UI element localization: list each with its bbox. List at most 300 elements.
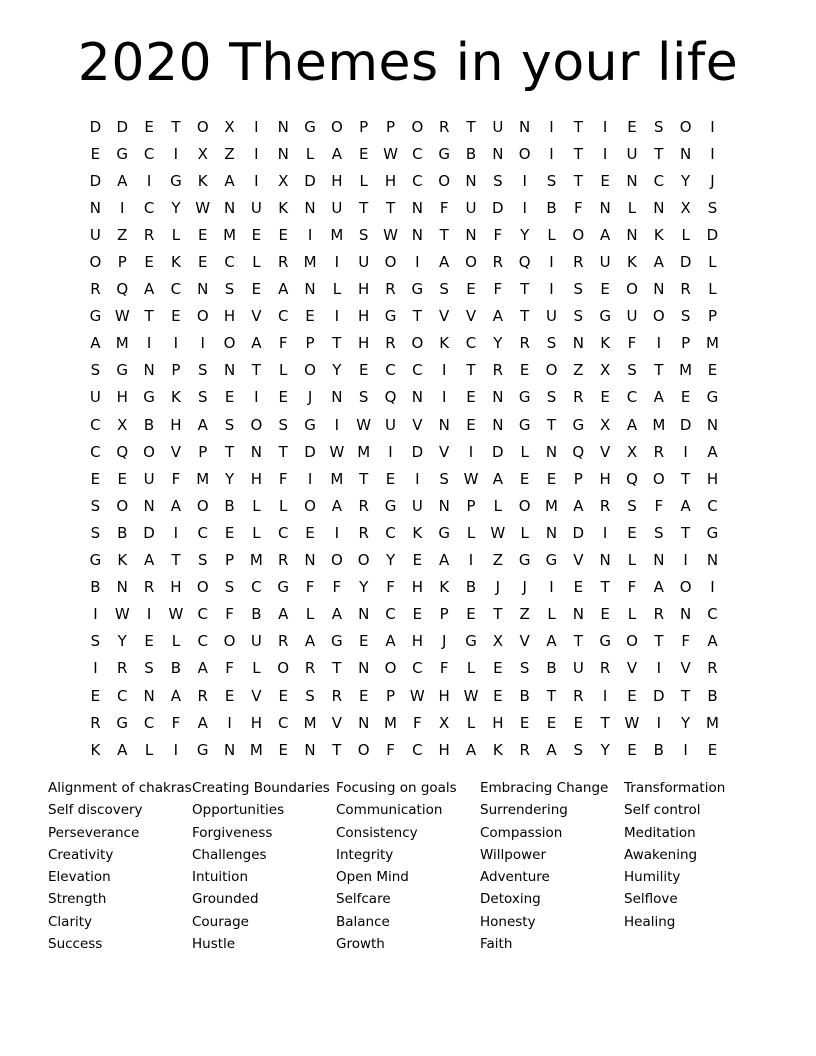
- grid-letter: S: [358, 225, 369, 244]
- grid-letter: E: [466, 415, 476, 434]
- grid-letter: G: [277, 578, 290, 597]
- grid-letter: N: [438, 496, 450, 515]
- grid-letter: O: [196, 578, 209, 597]
- grid-letter: A: [143, 280, 155, 299]
- grid-letter: Y: [493, 334, 503, 353]
- grid-letter: F: [574, 198, 583, 217]
- grid-letter: R: [653, 442, 665, 461]
- grid-letter: A: [331, 605, 342, 624]
- grid-letter: G: [89, 307, 102, 326]
- grid-letter: R: [304, 659, 316, 678]
- grid-letter: P: [225, 551, 235, 570]
- grid-letter: O: [223, 334, 236, 353]
- grid-letter: M: [384, 713, 397, 732]
- grid-letter: C: [385, 605, 396, 624]
- grid-letter: T: [332, 659, 342, 678]
- grid-letter: H: [384, 171, 397, 190]
- grid-letter: Q: [116, 442, 129, 461]
- grid-letter: U: [331, 198, 343, 217]
- grid-letter: O: [652, 307, 665, 326]
- grid-letter: I: [549, 144, 554, 163]
- grid-letter: V: [412, 415, 423, 434]
- grid-letter: L: [627, 551, 637, 570]
- grid-letter: G: [706, 388, 719, 407]
- grid-letter: S: [573, 280, 584, 299]
- grid-letter: I: [602, 117, 608, 136]
- grid-letter: O: [384, 253, 397, 272]
- grid-letter: T: [359, 469, 369, 488]
- grid-letter: N: [492, 415, 504, 434]
- grid-letter: L: [144, 740, 154, 759]
- grid-letter: N: [572, 334, 584, 353]
- grid-letter: A: [546, 632, 557, 651]
- grid-letter: O: [438, 171, 451, 190]
- grid-letter: I: [710, 144, 715, 163]
- word-list-item: Compassion: [480, 824, 563, 841]
- grid-letter: F: [386, 740, 395, 759]
- grid-letter: C: [465, 334, 477, 353]
- grid-letter: C: [412, 144, 423, 163]
- grid-letter: E: [493, 686, 503, 705]
- grid-letter: C: [707, 496, 718, 515]
- grid-letter: N: [89, 198, 102, 217]
- grid-letter: P: [386, 686, 396, 705]
- grid-letter: N: [411, 198, 423, 217]
- grid-letter: I: [602, 686, 608, 705]
- grid-letter: N: [653, 198, 665, 217]
- grid-letter: N: [358, 659, 370, 678]
- grid-letter: E: [358, 361, 369, 380]
- word-list-item: Faith: [480, 936, 513, 953]
- grid-letter: C: [707, 605, 718, 624]
- grid-letter: A: [573, 496, 584, 515]
- grid-letter: T: [573, 144, 583, 163]
- grid-letter: D: [89, 171, 102, 190]
- grid-letter: V: [680, 659, 691, 678]
- grid-letter: H: [438, 740, 450, 759]
- word-list-item: Growth: [336, 936, 385, 953]
- grid-letter: K: [653, 225, 664, 244]
- grid-letter: O: [626, 280, 638, 299]
- grid-letter: T: [573, 171, 583, 190]
- grid-letter: O: [411, 117, 424, 136]
- grid-letter: T: [546, 686, 557, 705]
- grid-letter: C: [412, 171, 423, 190]
- grid-letter: L: [708, 280, 717, 299]
- grid-letter: A: [465, 740, 477, 759]
- grid-letter: N: [411, 225, 423, 244]
- word-list-item: Intuition: [192, 869, 248, 886]
- grid-letter: Y: [359, 578, 369, 597]
- grid-letter: G: [518, 551, 531, 570]
- grid-letter: A: [117, 740, 128, 759]
- grid-letter: A: [707, 632, 718, 651]
- grid-letter: E: [519, 713, 530, 732]
- grid-letter: X: [492, 632, 503, 651]
- grid-letter: H: [599, 469, 611, 488]
- grid-letter: F: [171, 713, 181, 732]
- grid-letter: P: [171, 361, 181, 380]
- grid-letter: N: [599, 551, 611, 570]
- grid-letter: E: [144, 117, 154, 136]
- grid-letter: E: [224, 388, 235, 407]
- grid-letter: O: [545, 361, 558, 380]
- grid-letter: B: [224, 496, 235, 515]
- grid-letter: I: [415, 469, 420, 488]
- grid-letter: I: [468, 442, 474, 461]
- grid-letter: S: [90, 496, 101, 515]
- grid-letter: I: [307, 225, 313, 244]
- grid-letter: R: [680, 280, 691, 299]
- grid-letter: M: [223, 225, 237, 244]
- grid-letter: V: [600, 442, 611, 461]
- grid-letter: V: [251, 307, 262, 326]
- grid-letter: M: [249, 551, 263, 570]
- grid-letter: Z: [117, 225, 128, 244]
- grid-letter: U: [572, 659, 584, 678]
- grid-letter: R: [599, 496, 611, 515]
- grid-letter: A: [439, 253, 450, 272]
- grid-letter: E: [546, 713, 557, 732]
- grid-letter: T: [681, 686, 691, 705]
- grid-letter: A: [197, 713, 208, 732]
- grid-letter: I: [683, 740, 688, 759]
- grid-letter: E: [627, 740, 637, 759]
- grid-letter: P: [466, 496, 476, 515]
- grid-letter: J: [710, 171, 715, 190]
- grid-letter: M: [545, 496, 558, 515]
- grid-letter: G: [599, 307, 611, 326]
- grid-letter: A: [304, 632, 316, 651]
- grid-letter: T: [332, 334, 342, 353]
- grid-letter: J: [441, 632, 447, 651]
- grid-letter: I: [146, 171, 152, 190]
- grid-letter: T: [681, 469, 691, 488]
- grid-letter: R: [385, 280, 396, 299]
- grid-letter: M: [652, 415, 666, 434]
- grid-letter: E: [466, 280, 476, 299]
- grid-letter: I: [656, 659, 662, 678]
- grid-letter: I: [93, 659, 98, 678]
- grid-letter: D: [143, 523, 155, 542]
- grid-letter: F: [225, 659, 234, 678]
- grid-letter: E: [251, 280, 262, 299]
- grid-letter: S: [654, 523, 664, 542]
- grid-letter: R: [492, 361, 504, 380]
- grid-letter: X: [626, 442, 638, 461]
- grid-letter: R: [438, 117, 450, 136]
- grid-letter: L: [171, 632, 181, 651]
- grid-letter: H: [706, 469, 719, 488]
- grid-letter: E: [412, 551, 423, 570]
- grid-letter: T: [520, 307, 530, 326]
- grid-letter: V: [626, 659, 638, 678]
- grid-letter: E: [519, 361, 530, 380]
- grid-letter: S: [493, 171, 503, 190]
- grid-letter: C: [277, 307, 289, 326]
- grid-letter: G: [196, 740, 209, 759]
- grid-letter: N: [438, 415, 450, 434]
- grid-letter: P: [198, 442, 208, 461]
- grid-letter: N: [492, 388, 504, 407]
- grid-letter: F: [386, 578, 395, 597]
- grid-letter: E: [627, 117, 637, 136]
- grid-letter: Z: [224, 144, 235, 163]
- grid-letter: A: [278, 605, 289, 624]
- word-list-item: Alignment of chakras: [48, 780, 192, 796]
- grid-letter: E: [573, 578, 584, 597]
- grid-letter: A: [278, 280, 289, 299]
- grid-letter: T: [520, 280, 530, 299]
- grid-letter: X: [278, 171, 289, 190]
- grid-letter: E: [600, 171, 610, 190]
- word-list-item: Willpower: [480, 846, 547, 863]
- grid-letter: P: [439, 605, 449, 624]
- grid-letter: O: [89, 253, 102, 272]
- grid-letter: I: [441, 388, 447, 407]
- grid-letter: O: [277, 659, 290, 678]
- grid-letter: I: [522, 171, 527, 190]
- grid-letter: C: [170, 280, 182, 299]
- grid-letter: R: [277, 253, 289, 272]
- grid-letter: W: [624, 713, 640, 732]
- word-list-item: Self discovery: [48, 802, 143, 819]
- grid-letter: N: [572, 605, 584, 624]
- grid-letter: N: [304, 280, 316, 299]
- grid-letter: S: [90, 632, 101, 651]
- grid-letter: S: [546, 171, 557, 190]
- grid-letter: V: [251, 686, 262, 705]
- grid-letter: G: [331, 632, 343, 651]
- grid-letter: I: [334, 523, 340, 542]
- grid-letter: F: [305, 578, 315, 597]
- grid-letter: E: [466, 388, 476, 407]
- grid-letter: L: [171, 225, 181, 244]
- grid-letter: D: [492, 442, 504, 461]
- grid-letter: S: [546, 334, 557, 353]
- grid-letter: T: [546, 415, 557, 434]
- grid-letter: G: [304, 415, 316, 434]
- grid-letter: G: [706, 523, 719, 542]
- word-list-item: Focusing on goals: [336, 780, 457, 796]
- grid-letter: T: [385, 198, 396, 217]
- grid-letter: F: [439, 198, 449, 217]
- word-list-item: Forgiveness: [192, 824, 273, 841]
- grid-letter: I: [334, 415, 340, 434]
- grid-letter: E: [707, 740, 718, 759]
- grid-letter: P: [359, 117, 369, 136]
- word-list-item: Humility: [624, 869, 681, 886]
- grid-letter: C: [277, 713, 289, 732]
- grid-letter: S: [197, 361, 208, 380]
- grid-letter: B: [117, 523, 128, 542]
- grid-letter: U: [492, 117, 504, 136]
- grid-letter: C: [224, 253, 235, 272]
- grid-letter: M: [330, 225, 344, 244]
- word-list-item: Adventure: [480, 869, 550, 886]
- grid-letter: A: [707, 442, 718, 461]
- word-list-item: Embracing Change: [480, 780, 609, 796]
- grid-letter: L: [627, 605, 637, 624]
- grid-letter: C: [143, 144, 155, 163]
- grid-letter: I: [254, 117, 259, 136]
- grid-letter: S: [573, 740, 584, 759]
- grid-letter: U: [626, 307, 638, 326]
- grid-letter: K: [492, 740, 503, 759]
- grid-letter: L: [466, 523, 476, 542]
- grid-letter: S: [519, 659, 530, 678]
- grid-letter: N: [626, 225, 638, 244]
- grid-letter: G: [384, 496, 397, 515]
- grid-letter: F: [332, 578, 342, 597]
- grid-letter: O: [304, 361, 316, 380]
- grid-letter: X: [439, 713, 450, 732]
- grid-letter: A: [626, 415, 638, 434]
- word-list-item: Hustle: [192, 936, 236, 953]
- grid-letter: H: [492, 713, 504, 732]
- grid-letter: L: [520, 442, 529, 461]
- grid-letter: G: [411, 280, 424, 299]
- grid-letter: N: [653, 551, 665, 570]
- grid-letter: I: [549, 253, 554, 272]
- grid-letter: O: [250, 415, 263, 434]
- grid-letter: E: [90, 469, 101, 488]
- grid-letter: Z: [573, 361, 584, 380]
- grid-letter: I: [441, 361, 447, 380]
- grid-letter: B: [707, 686, 718, 705]
- grid-letter: Q: [626, 469, 638, 488]
- grid-letter: M: [249, 740, 263, 759]
- grid-letter: B: [170, 659, 182, 678]
- grid-letter: D: [89, 117, 102, 136]
- grid-letter: B: [251, 605, 262, 624]
- grid-letter: K: [439, 334, 450, 353]
- grid-letter: B: [519, 686, 530, 705]
- grid-letter: E: [90, 686, 101, 705]
- grid-letter: J: [307, 388, 313, 407]
- grid-letter: I: [710, 578, 715, 597]
- grid-letter: E: [600, 280, 610, 299]
- word-list-item: Meditation: [624, 824, 696, 841]
- grid-letter: T: [654, 632, 664, 651]
- grid-letter: W: [114, 307, 130, 326]
- grid-letter: C: [412, 361, 423, 380]
- word-list-item: Honesty: [480, 913, 536, 930]
- grid-letter: I: [522, 198, 527, 217]
- grid-letter: T: [573, 117, 583, 136]
- grid-letter: U: [358, 253, 370, 272]
- grid-letter: A: [331, 144, 342, 163]
- grid-letter: F: [225, 605, 234, 624]
- grid-letter: K: [170, 253, 181, 272]
- grid-letter: D: [706, 225, 719, 244]
- grid-letter: A: [143, 551, 155, 570]
- word-list: [48, 777, 768, 955]
- grid-letter: S: [680, 307, 691, 326]
- word-list-item: Communication: [336, 802, 443, 819]
- grid-letter: M: [357, 442, 371, 461]
- grid-letter: T: [466, 117, 476, 136]
- grid-letter: B: [465, 578, 477, 597]
- grid-letter: G: [518, 415, 531, 434]
- grid-letter: K: [90, 740, 101, 759]
- grid-letter: N: [304, 198, 316, 217]
- grid-letter: R: [117, 659, 128, 678]
- grid-letter: N: [519, 117, 531, 136]
- grid-letter: I: [227, 713, 232, 732]
- grid-letter: A: [331, 496, 342, 515]
- grid-letter: M: [303, 253, 317, 272]
- grid-letter: T: [251, 361, 261, 380]
- grid-letter: C: [143, 198, 155, 217]
- grid-letter: T: [171, 551, 181, 570]
- grid-letter: T: [466, 361, 476, 380]
- grid-letter: O: [116, 496, 129, 515]
- grid-letter: I: [549, 117, 554, 136]
- grid-letter: O: [143, 442, 155, 461]
- grid-letter: G: [545, 551, 558, 570]
- grid-letter: L: [332, 280, 342, 299]
- grid-letter: I: [334, 307, 340, 326]
- word-list-item: Open Mind: [336, 869, 409, 886]
- grid-letter: S: [707, 198, 718, 217]
- grid-letter: S: [90, 361, 101, 380]
- grid-letter: R: [599, 659, 611, 678]
- grid-letter: I: [254, 144, 259, 163]
- grid-letter: N: [358, 713, 370, 732]
- grid-letter: T: [224, 442, 235, 461]
- grid-letter: N: [599, 198, 611, 217]
- grid-letter: A: [653, 253, 664, 272]
- grid-letter: O: [196, 117, 209, 136]
- grid-letter: T: [412, 307, 422, 326]
- grid-letter: Z: [492, 551, 503, 570]
- grid-letter: E: [707, 361, 718, 380]
- grid-letter: H: [223, 307, 236, 326]
- grid-letter: I: [120, 198, 125, 217]
- grid-letter: M: [196, 469, 210, 488]
- grid-letter: E: [519, 469, 530, 488]
- grid-letter: S: [627, 361, 637, 380]
- grid-letter: U: [465, 198, 477, 217]
- grid-letter: N: [680, 605, 692, 624]
- grid-letter: S: [358, 388, 369, 407]
- grid-letter: R: [331, 686, 343, 705]
- grid-letter: V: [170, 442, 182, 461]
- grid-letter: S: [546, 388, 557, 407]
- grid-letter: G: [116, 144, 129, 163]
- grid-letter: F: [439, 659, 449, 678]
- grid-letter: C: [385, 361, 396, 380]
- grid-letter: L: [466, 659, 476, 678]
- grid-letter: Y: [332, 361, 342, 380]
- grid-letter: P: [681, 334, 691, 353]
- grid-letter: N: [492, 144, 504, 163]
- grid-letter: C: [251, 578, 262, 597]
- grid-letter: C: [197, 632, 208, 651]
- grid-letter: L: [493, 496, 503, 515]
- grid-letter: E: [224, 523, 235, 542]
- grid-letter: D: [679, 415, 692, 434]
- grid-letter: O: [652, 469, 665, 488]
- grid-letter: E: [466, 605, 476, 624]
- grid-letter: C: [653, 171, 665, 190]
- grid-letter: M: [303, 713, 317, 732]
- grid-letter: I: [200, 334, 205, 353]
- word-list-item: Balance: [336, 913, 390, 930]
- grid-letter: S: [573, 307, 584, 326]
- word-list-item: Creativity: [48, 846, 114, 863]
